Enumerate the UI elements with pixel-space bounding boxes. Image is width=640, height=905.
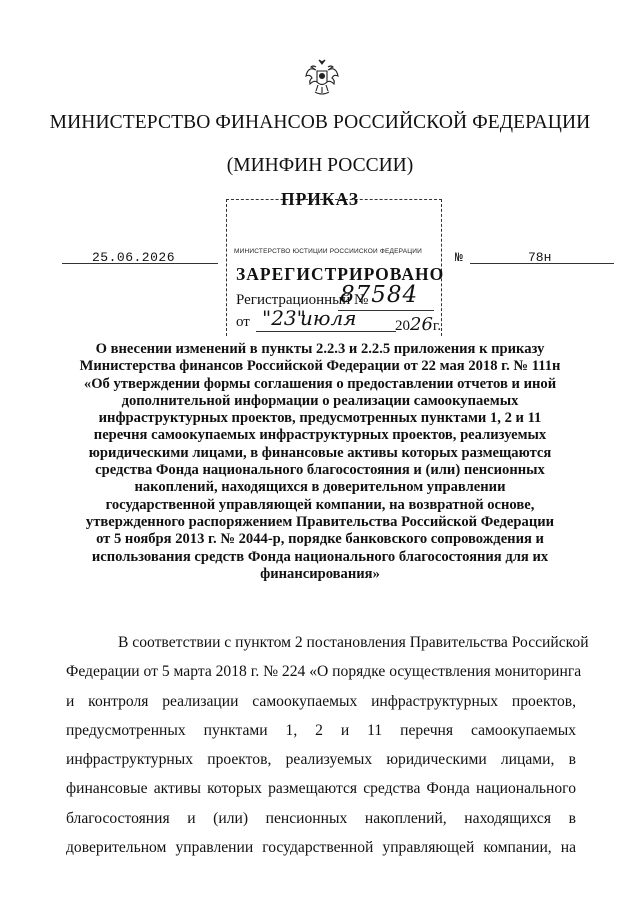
stamp-date-month: июля xyxy=(300,306,357,330)
ministry-short-name: (МИНФИН РОССИИ) xyxy=(226,155,414,176)
body-line: инфраструктурных проектов, реализуемых юридическими лицами, в xyxy=(66,751,576,769)
heading-line: от 5 ноября 2013 г. № 2044-р, порядке банковского сопровождения и xyxy=(96,531,544,548)
stamp-regnum-handwritten: 87584 xyxy=(340,282,419,308)
heading-line: дополнительной информации о реализации самоокупаемых xyxy=(121,392,519,409)
stamp-registered-label: ЗАРЕГИСТРИРОВАНО xyxy=(236,264,445,284)
stamp-regnum-label: Регистрационный № xyxy=(236,292,369,308)
body-line: В соответствии с пунктом 2 постановления Правительства Российской xyxy=(118,634,589,651)
heading-line: «Об утверждении формы соглашения о предоставлении отчетов и иной xyxy=(83,375,557,392)
stamp-ministry-text: МИНИСТЕРСТВО ЮСТИЦИИ РОССИЙСКОЙ ФЕДЕРАЦИИ xyxy=(234,248,423,255)
order-heading xyxy=(54,341,586,583)
stamp-year-prefix: 20 xyxy=(395,318,410,334)
date-underline xyxy=(256,331,396,332)
stamp-year-end: г. xyxy=(432,318,442,334)
order-number: 78н xyxy=(528,250,552,265)
stamp-year-suffix: 26 xyxy=(410,314,433,335)
order-number-sign: № xyxy=(455,250,463,265)
heading-line: юридическими лицами, в финансовые активы которых размещаются xyxy=(88,444,552,461)
body-line: благосостояния и (или) пенсионных накоплений, находящихся в xyxy=(66,809,576,827)
heading-line: средства Фонда национального благосостояния и (или) пенсионных xyxy=(95,462,545,479)
order-date: 25.06.2026 xyxy=(92,250,176,265)
ministry-name: МИНИСТЕРСТВО ФИНАНСОВ РОССИЙСКОЙ ФЕДЕРАЦИИ xyxy=(49,112,591,133)
body-line: доверительном управлении государственной управляющей компании, на xyxy=(66,839,576,857)
heading-line: использования средств Фонда национального благосостояния для их xyxy=(91,548,549,565)
stamp-date-prefix: от xyxy=(236,314,250,330)
body-line: финансовые активы которых размещаются средства Фонда национального xyxy=(66,780,576,798)
body-line: Федерации от 5 марта 2018 г. № 224 «О порядке осуществления мониторинга xyxy=(66,663,582,681)
stamp-date-day: "23" xyxy=(262,306,306,330)
heading-line: О внесении изменений в пункты 2.2.3 и 2.2.5 приложения к приказу xyxy=(95,341,545,357)
heading-line: инфраструктурных проектов, предусмотренных пунктами 1, 2 и 11 xyxy=(98,410,542,427)
heading-line: утвержденного распоряжением Правительства Российской Федерации xyxy=(85,513,555,530)
heading-line: Министерства финансов Российской Федерации от 22 мая 2018 г. № 111н xyxy=(79,358,561,375)
body-line: предусмотренных пунктами 1, 2 и 11 перечня самоокупаемых xyxy=(66,721,576,739)
body-paragraph xyxy=(66,634,589,868)
russian-coat-of-arms-icon xyxy=(305,58,339,98)
heading-line: государственной управляющей компании, на возвратной основе, xyxy=(105,496,535,513)
heading-line: финансирования» xyxy=(260,565,380,582)
heading-line: перечня самоокупаемых инфраструктурных проектов, реализуемых xyxy=(93,427,547,444)
document-type-title: ПРИКАЗ xyxy=(280,189,360,209)
body-line: и контроля реализации самоокупаемых инфраструктурных проектов, xyxy=(66,692,576,710)
heading-line: накоплений, находящихся в доверительном управлении xyxy=(134,479,506,496)
stamp-date-year xyxy=(395,314,441,335)
